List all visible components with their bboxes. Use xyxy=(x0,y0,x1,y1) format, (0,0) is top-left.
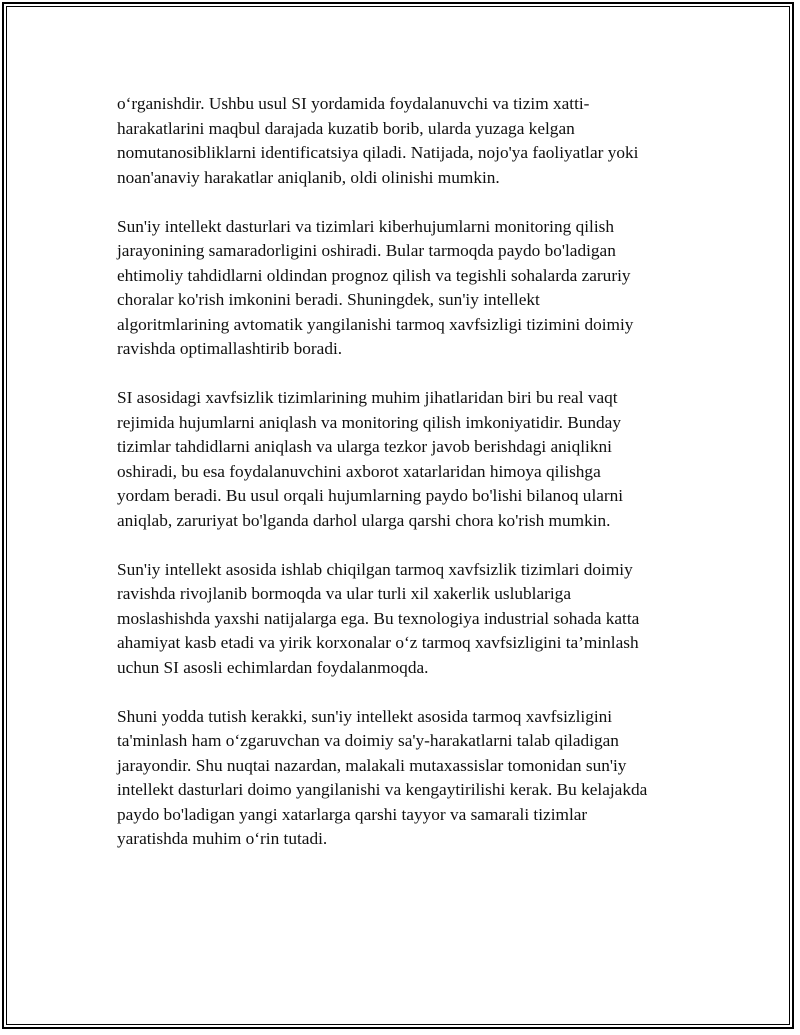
text-line: tizimlar tahdidlarni aniqlash va ularga tezkor javob berishdagi aniqlikni xyxy=(117,437,612,456)
text-line: Sun'iy intellekt asosida ishlab chiqilgan tarmoq xavfsizlik tizimlari doimiy xyxy=(117,559,633,579)
text-line: rejimida hujumlarni aniqlash va monitoring qilish imkoniyatidir. Bunday xyxy=(117,412,621,432)
text-line: intellekt dasturlari doimo yangilanishi va kengaytirilishi kerak. Bu kelajakda xyxy=(117,780,648,799)
text-line: noan'anaviy harakatlar aniqlanib, oldi olinishi mumkin. xyxy=(117,167,500,187)
text-line: Sun'iy intellekt dasturlari va tizimlari kiberhujumlarni monitoring qilish xyxy=(117,216,614,236)
text-line: moslashishda yaxshi natijalarga ega. Bu texnologiya industrial sohada katta xyxy=(117,608,640,628)
text-line: jarayonining samaradorligini oshiradi. Bular tarmoqda paydo bo'ladigan xyxy=(117,241,616,260)
text-line: ravishda optimallashtirib boradi. xyxy=(117,339,343,358)
paragraph-2 xyxy=(117,215,707,362)
text-line: harakatlarini maqbul darajada kuzatib borib, ularda yuzaga kelgan xyxy=(117,118,575,138)
text-line: ahamiyat kasb etadi va yirik korxonalar o‘z tarmoq xavfsizligini ta’minlash xyxy=(117,633,639,652)
document-body xyxy=(117,92,707,876)
text-line: aniqlab, zaruriyat bo'lganda darhol ularga qarshi chora ko'rish mumkin. xyxy=(117,510,611,530)
text-line: jarayondir. Shu nuqtai nazardan, malakali mutaxassislar tomonidan sun'iy xyxy=(117,755,627,775)
paragraph-5 xyxy=(117,705,707,852)
text-line: ehtimoliy tahdidlarni oldindan prognoz qilish va tegishli sohalarda zaruriy xyxy=(117,265,631,285)
text-line: choralar ko'rish imkonini beradi. Shuningdek, sun'iy intellekt xyxy=(117,290,540,309)
text-line: yordam beradi. Bu usul orqali hujumlarning paydo bo'lishi bilanoq ularni xyxy=(117,486,624,505)
text-line: paydo bo'ladigan yangi xatarlarga qarshi tayyor va samarali tizimlar xyxy=(117,804,588,824)
text-line: uchun SI asosli echimlardan foydalanmoqda. xyxy=(117,657,429,677)
paragraph-4 xyxy=(117,558,707,681)
text-line: SI asosidagi xavfsizlik tizimlarining muhim jihatlaridan biri bu real vaqt xyxy=(117,388,618,407)
text-line: algoritmlarining avtomatik yangilanishi tarmoq xavfsizligi tizimini doimiy xyxy=(117,314,634,334)
text-line: ravishda rivojlanib bormoqda va ular turli xil xakerlik uslublariga xyxy=(117,584,571,603)
paragraph-1 xyxy=(117,92,707,190)
text-line: Shuni yodda tutish kerakki, sun'iy intellekt asosida tarmoq xavfsizligini xyxy=(117,706,613,726)
text-line: o‘rganishdir. Ushbu usul SI yordamida foydalanuvchi va tizim xatti- xyxy=(117,94,590,113)
paragraph-3 xyxy=(117,386,707,533)
text-line: yaratishda muhim o‘rin tutadi. xyxy=(117,829,328,848)
text-line: ta'minlash ham o‘zgaruvchan va doimiy sa'y-harakatlarni talab qiladigan xyxy=(117,731,619,750)
text-line: nomutanosibliklarni identificatsiya qiladi. Natijada, nojo'ya faoliyatlar yoki xyxy=(117,143,639,162)
text-line: oshiradi, bu esa foydalanuvchini axborot xatarlaridan himoya qilishga xyxy=(117,461,601,481)
